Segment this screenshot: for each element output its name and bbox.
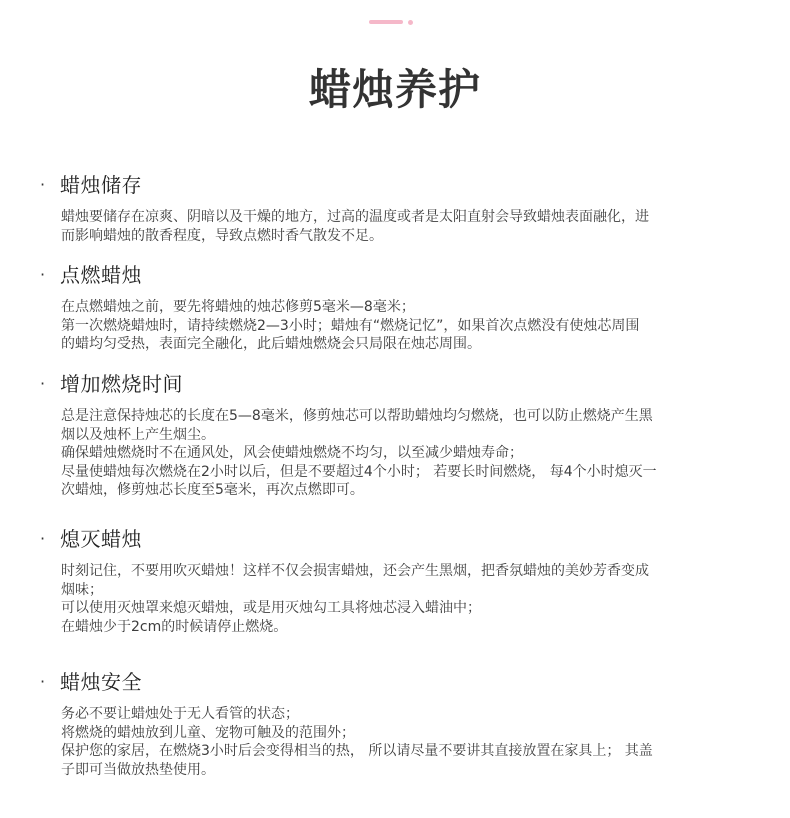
- paragraph-line: 在点燃蜡烛之前，要先将蜡烛的烛芯修剪5毫米—8毫米；: [61, 299, 415, 315]
- paragraph-line: 务必不要让蜡烛处于无人看管的状态；: [61, 706, 299, 722]
- paragraph-line: 烟味；: [61, 581, 103, 598]
- paragraph-line: 次蜡烛，修剪烛芯长度至5毫米，再次点燃即可。: [61, 482, 364, 498]
- section-lighting: [40, 262, 740, 354]
- paragraph-line: 确保蜡烛燃烧时不在通风处，风会使蜡烛燃烧不均匀，以至减少蜡烛寿命；: [61, 445, 523, 461]
- paragraph-line: 时刻记住，不要用吹灭蜡烛！这样不仅会损害蜡烛，还会产生黑烟，把香氛蜡烛的美妙芳香变成: [61, 563, 649, 579]
- paragraph-line: 保护您的家居，在燃烧3小时后会变得相当的热， 所以请尽量不要讲其直接放置在家具上； 其盖: [61, 743, 653, 759]
- section-safety: [40, 669, 740, 779]
- decorative-accent: [369, 20, 413, 24]
- paragraph-line: 烟以及烛杯上产生烟尘。: [61, 426, 215, 443]
- bullet-dot: ·: [40, 672, 46, 691]
- paragraph-line: 可以使用灭烛罩来熄灭蜡烛，或是用灭烛勾工具将烛芯浸入蜡油中；: [61, 600, 481, 616]
- page-title: 蜡烛养护: [308, 65, 481, 114]
- section-heading: 点燃蜡烛: [60, 263, 142, 287]
- section-heading: 蜡烛安全: [60, 670, 142, 694]
- bullet-dot: ·: [40, 175, 46, 194]
- paragraph-line: 尽量使蜡烛每次燃烧在2小时以后，但是不要超过4个小时； 若要长时间燃烧， 每4个小时熄灭一: [61, 463, 657, 480]
- paragraph-line: 而影响蜡烛的散香程度，导致点燃时香气散发不足。: [61, 227, 383, 244]
- paragraph-line: 的蜡均匀受热，表面完全融化，此后蜡烛燃烧会只局限在烛芯周围。: [61, 336, 481, 352]
- paragraph-line: 将燃烧的蜡烛放到儿童、宠物可触及的范围外；: [61, 724, 355, 741]
- bullet-dot: ·: [40, 374, 46, 393]
- section-heading: 蜡烛储存: [60, 173, 142, 197]
- paragraph-line: 总是注意保持烛芯的长度在5—8毫米，修剪烛芯可以帮助蜡烛均匀燃烧，也可以防止燃烧产生黑: [61, 408, 653, 424]
- section-burn-time: [40, 371, 740, 500]
- bullet-dot: ·: [40, 529, 46, 548]
- paragraph-line: 子即可当做放热垫使用。: [61, 761, 215, 778]
- accent-bar: [369, 20, 403, 24]
- bullet-dot: ·: [40, 265, 46, 284]
- paragraph-line: 在蜡烛少于2cm的时候请停止燃烧。: [61, 618, 288, 635]
- section-storage: [40, 172, 740, 245]
- section-extinguish: [40, 526, 740, 636]
- accent-dot: [408, 20, 413, 25]
- section-heading: 增加燃烧时间: [60, 372, 183, 396]
- section-heading: 熄灭蜡烛: [60, 527, 142, 551]
- paragraph-line: 蜡烛要储存在凉爽、阴暗以及干燥的地方，过高的温度或者是太阳直射会导致蜡烛表面融化，进: [61, 209, 649, 225]
- paragraph-line: 第一次燃烧蜡烛时，请持续燃烧2—3小时；蜡烛有“燃烧记忆”，如果首次点燃没有使烛芯周围: [61, 317, 640, 334]
